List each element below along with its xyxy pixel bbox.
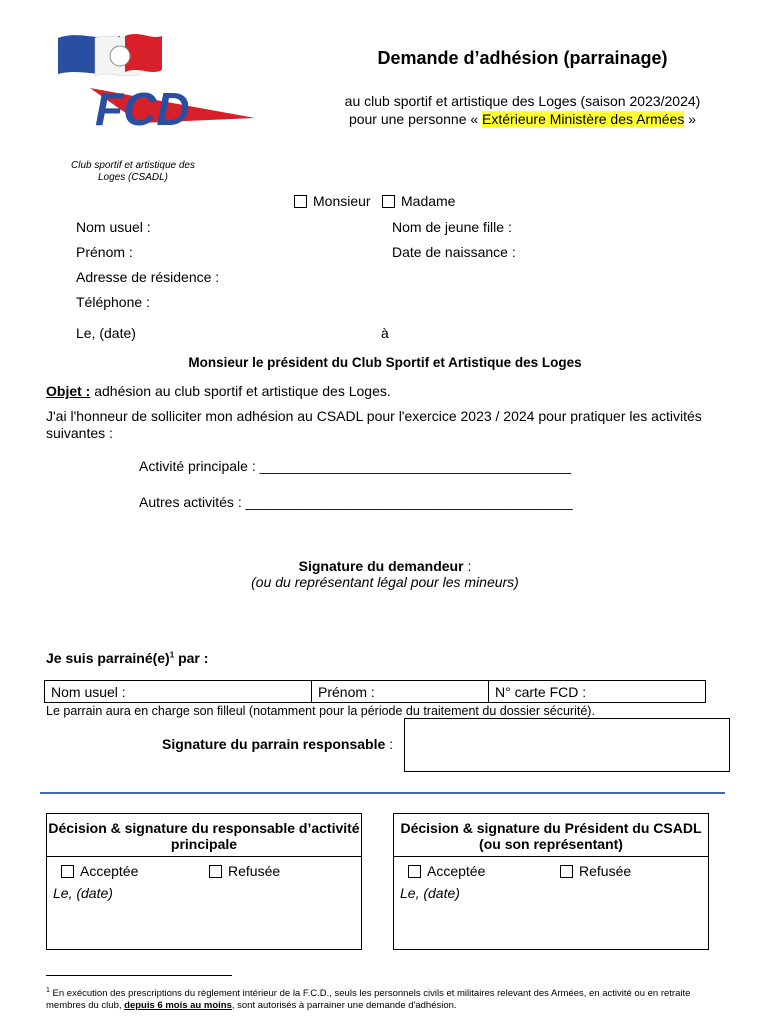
accept-label: Acceptée [80, 863, 139, 879]
sponsor-signature-text: Signature du parrain responsable [162, 736, 386, 752]
accept-checkbox[interactable] [408, 865, 421, 878]
table-row [45, 681, 706, 703]
subtitle-line-1: au club sportif et artistique des Loges (saison 2023/2024) [344, 93, 701, 109]
sponsor-table [44, 680, 706, 703]
accept-checkbox[interactable] [61, 865, 74, 878]
logo-caption: Club sportif et artistique des Loges (CSADL) [71, 160, 195, 183]
fcd-logo [50, 28, 260, 148]
activite-principale-field[interactable]: Activité principale : ________________________________________ [139, 458, 572, 474]
sponsor-nom-cell[interactable]: Nom usuel : [45, 681, 312, 703]
signature-label: Signature du demandeur [298, 558, 464, 574]
logo-text: FCD [95, 83, 190, 135]
decision-title: Décision & signature du responsable d’activité principale [47, 814, 361, 857]
section-divider [40, 792, 725, 794]
decision-options [394, 857, 708, 883]
sponsor-carte-cell[interactable]: N° carte FCD : [489, 681, 706, 703]
footnote [46, 985, 726, 1012]
sponsor-prenom-cell[interactable]: Prénom : [312, 681, 489, 703]
nom-usuel-field[interactable]: Nom usuel : [76, 219, 151, 235]
refuse-checkbox[interactable] [209, 865, 222, 878]
refuse-option[interactable] [560, 863, 631, 879]
signature-label-line [140, 558, 630, 574]
highlighted-text: Extérieure Ministère des Armées [482, 111, 685, 127]
sponsor-title [46, 650, 208, 666]
decision-date[interactable]: Le, (date) [400, 885, 460, 901]
signature-note: (ou du représentant légal pour les mineurs) [251, 574, 519, 590]
civility-madame[interactable] [382, 193, 455, 209]
subtitle-prefix: pour une personne « [348, 111, 483, 127]
telephone-field[interactable]: Téléphone : [76, 294, 150, 310]
refuse-option[interactable] [209, 863, 280, 879]
subtitle-suffix: » [684, 111, 697, 127]
decision-title: Décision & signature du Président du CSADL (ou son représentant) [394, 814, 708, 857]
madame-label: Madame [401, 193, 456, 209]
refuse-label: Refusée [228, 863, 281, 879]
accept-label: Acceptée [427, 863, 486, 879]
objet-text: adhésion au club sportif et artistique des Loges. [90, 383, 391, 399]
subtitle [290, 92, 755, 128]
monsieur-checkbox[interactable] [294, 195, 307, 208]
date-field[interactable]: Le, (date) [76, 325, 136, 341]
sponsor-note: Le parrain aura en charge son filleul (notamment pour la période du traitement du dossier sécurité). [46, 704, 595, 718]
sponsor-signature-label [162, 736, 393, 752]
decision-box-president [393, 813, 709, 950]
civility-monsieur[interactable] [294, 193, 371, 209]
footnote-number: 1 [46, 987, 50, 994]
decision-date[interactable]: Le, (date) [53, 885, 113, 901]
monsieur-label: Monsieur [313, 193, 371, 209]
addressee: Monsieur le président du Club Sportif et Artistique des Loges [188, 355, 582, 370]
madame-checkbox[interactable] [382, 195, 395, 208]
nom-jeune-fille-field[interactable]: Nom de jeune fille : [392, 219, 512, 235]
sponsor-title-suffix: par : [174, 650, 209, 666]
adresse-field[interactable]: Adresse de résidence : [76, 269, 220, 285]
subtitle-line-2 [290, 110, 755, 128]
footnote-text-before: En exécution des prescriptions du règlement intérieur de la F.C.D., seuls les personnels civils et militaires relevant des Armées, en activité ou en retraite membres du club, [46, 988, 691, 1012]
sponsor-title-text: Je suis parrainé(e) [46, 650, 170, 666]
page-title: Demande d’adhésion (parrainage) [377, 48, 668, 68]
decision-options [47, 857, 361, 883]
prenom-field[interactable]: Prénom : [76, 244, 133, 260]
autres-activites-field[interactable]: Autres activités : __________________________________________ [139, 494, 573, 510]
refuse-checkbox[interactable] [560, 865, 573, 878]
letter-paragraph: J'ai l'honneur de solliciter mon adhésion au CSADL pour l'exercice 2023 / 2024 pour pratiquer les activités suivantes : [46, 408, 702, 441]
refuse-label: Refusée [579, 863, 632, 879]
footnote-underlined: depuis 6 mois au moins [124, 1000, 232, 1012]
objet-line [46, 383, 391, 399]
footnote-text-after: , sont autorisés à parrainer une demande d'adhésion. [231, 1000, 457, 1012]
decision-box-activity [46, 813, 362, 950]
lieu-field[interactable]: à [381, 325, 389, 341]
date-naissance-field[interactable]: Date de naissance : [392, 244, 516, 260]
objet-label: Objet : [46, 383, 91, 399]
sponsor-signature-colon: : [385, 736, 394, 752]
accept-option[interactable] [408, 863, 485, 879]
signature-colon: : [463, 558, 472, 574]
footnote-rule [46, 975, 232, 976]
sponsor-signature-box[interactable] [404, 718, 730, 772]
footnote-ref: 1 [169, 650, 175, 660]
accept-option[interactable] [61, 863, 138, 879]
applicant-signature [140, 558, 630, 590]
